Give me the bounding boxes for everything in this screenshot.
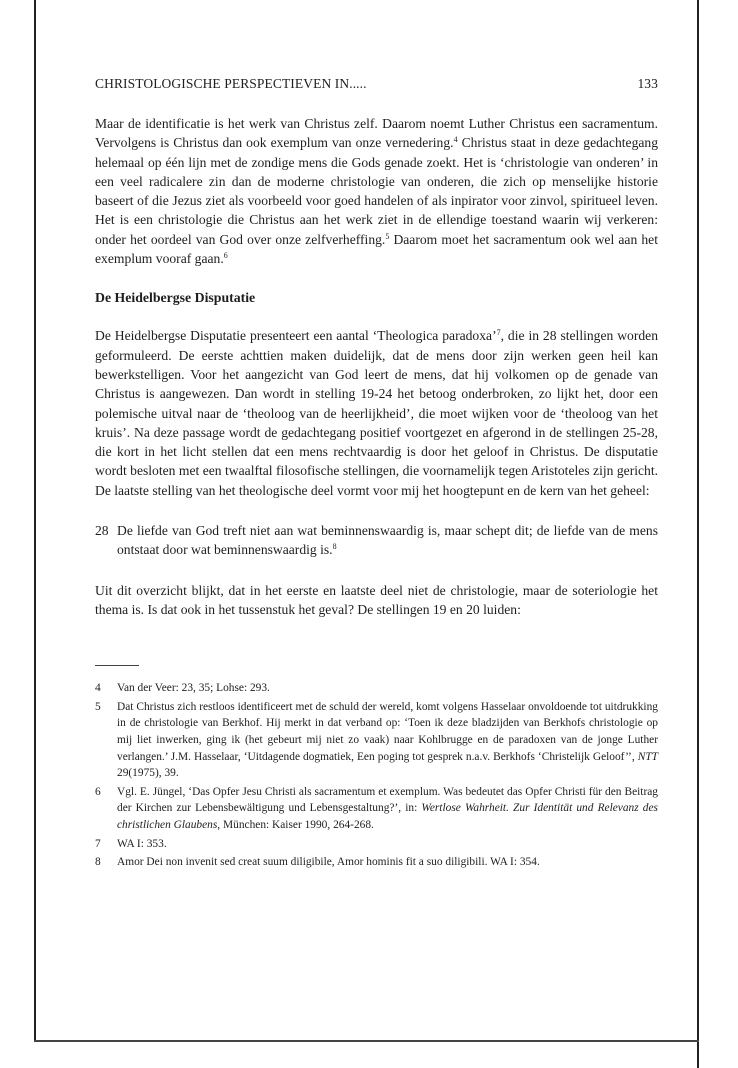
section-heading: De Heidelbergse Disputatie: [95, 290, 256, 306]
footnote-5-journal: NTT: [637, 750, 658, 763]
footnote-6-book-title: Wertlose Wahrheit. Zur Identität und Relevanz des christlichen Glaubens: [117, 802, 658, 831]
footnote-6-text-b: , München: Kaiser 1990, 264-268.: [217, 818, 374, 831]
page-number: 133: [637, 76, 658, 91]
thesis-28: [95, 521, 658, 560]
footnote-number: 4: [95, 682, 101, 695]
paragraph-1-text-a: Maar de identificatie is het werk van Christus zelf. Daarom noemt Luther Christus een sacramentum. Vervolgens is Christus dan ook exemplum van onze vernedering.: [95, 116, 658, 151]
footnote-separator: [95, 665, 139, 666]
footnote-number: 6: [95, 785, 101, 798]
footnote-ref-6: 6: [223, 251, 228, 261]
footnote-text: Van der Veer: 23, 35; Lohse: 293.: [117, 682, 270, 695]
body-text: [95, 114, 658, 619]
footnote-ref-5: 5: [385, 231, 390, 241]
footnote-6-text-a: Vgl. E. Jüngel, ‘Das Opfer Jesu Christi als sacramentum et exemplum. Was bedeutet das Opfer Christi für den Beitrag der Kirchen zur Lebensbewältigung und Lebensgestaltung?’, in:: [117, 785, 658, 815]
paragraph-1-text-c: Daarom moet het sacramentum ook wel aan het exemplum vooraf gaan.: [95, 231, 658, 267]
book-page: [95, 76, 658, 873]
footnote-ref-8: 8: [332, 542, 337, 552]
footnotes: [95, 680, 658, 871]
footnote-number: 5: [95, 700, 101, 713]
thesis-text-block: [117, 521, 658, 560]
footnote-text: [117, 699, 658, 782]
footnote-8: [95, 854, 658, 871]
footnote-5-text-a: Dat Christus zich restloos identificeert met de schuld der wereld, komt volgens Hasselaar onvoldoende tot uitdrukking in de christologie van Berkhof. Hij merkt in dat verband op: ‘Toen ik deze bladzijden van Berkhofs christologie op mij liet inwerken, ging ik (het gebeurt mij niet zo vaak) naar Kohlbrugge en de paradoxen van de jonge Luther verlangen.’ J.M. Hasselaar, ‘Uitdagende dogmatiek, Een poging tot gesprek n.a.v. Berkhofs ‘Christelijk Geloof’’,: [117, 700, 658, 763]
paragraph-1: [95, 114, 658, 268]
running-head-title: CHRISTOLOGISCHE PERSPECTIEVEN IN.....: [95, 76, 367, 91]
scan-border-left: [34, 0, 36, 1042]
paragraph-2: [95, 326, 658, 500]
footnote-ref-7: 7: [496, 328, 501, 338]
paragraph-2-text-a: De Heidelbergse Disputatie presenteert een aantal ‘Theologica paradoxa’: [95, 328, 497, 344]
footnote-number: 8: [95, 856, 101, 869]
footnote-5-text-b: 29(1975), 39.: [117, 767, 179, 780]
footnote-text: [117, 784, 658, 834]
thesis-text: De liefde van God treft niet aan wat beminnenswaardig is, maar schept dit; de liefde van de mens ontstaat door wat beminnenswaardig is.: [117, 523, 658, 558]
paragraph-1-text-b: Christus staat in deze gedachtegang helemaal op één lijn met de zondige mens die Gods genade zoekt. Het is ‘christologie van onderen’ in een veel radicalere zin dan de moderne christologie van onderen, die zich op menselijke historie baseert of die Jezus ziet als voorbeeld voor goed handelen of als inpirator voor zinvol, spiritueel leven. Het is een christologie die Christus aan het werk ziet in de ellendige toestand waarin wij verkeren: onder het oordeel van God over onze zelfverheffing.: [95, 135, 658, 247]
footnote-7: [95, 836, 658, 853]
footnote-text: Amor Dei non invenit sed creat suum diligibile, Amor hominis fit a suo diligibili. WA I: 354.: [117, 856, 540, 869]
footnote-5: [95, 699, 658, 782]
footnote-ref-4: 4: [453, 135, 458, 145]
footnote-number: 7: [95, 837, 101, 850]
thesis-number: 28: [95, 523, 109, 539]
paragraph-2-text-b: , die in 28 stellingen worden geformuleerd. De eerste achttien maken duidelijk, dat de mens door zijn werken geen heil kan bewerkstelligen. Voor het aangezicht van God leert de mens, dat hij volkomen op de genade van Christus is aangewezen. Dan wordt in stelling 19-24 het betoog onderbroken, zo lijkt het, door een polemische uitval naar de ‘theoloog van de heerlijkheid’, die moet wijken voor de ‘theoloog van het kruis’. Na deze passage wordt de gedachtegang positief voortgezet en afgerond in de stellingen 25-28, die kort in het licht stellen dat een mens rechtvaardig is door het geloof in Christus. De disputatie wordt besloten met een twaalftal filosofische stellingen, die voornamelijk tegen Aristoteles zijn gericht. De laatste stelling van het theologische deel vormt voor mij het hoogtepunt en de kern van het geheel:: [95, 328, 658, 498]
paragraph-3: Uit dit overzicht blijkt, dat in het eerste en laatste deel niet de christologie, maar de soteriologie het thema is. Is dat ook in het tussenstuk het geval? De stellingen 19 en 20 luiden:: [95, 582, 658, 617]
footnote-4: [95, 680, 658, 697]
footnote-6: [95, 784, 658, 834]
scan-border-right: [697, 0, 699, 1068]
paragraph-gap: [95, 500, 658, 521]
running-head: [95, 76, 658, 92]
footnote-text: WA I: 353.: [117, 837, 167, 850]
scan-border-bottom: [34, 1040, 699, 1042]
